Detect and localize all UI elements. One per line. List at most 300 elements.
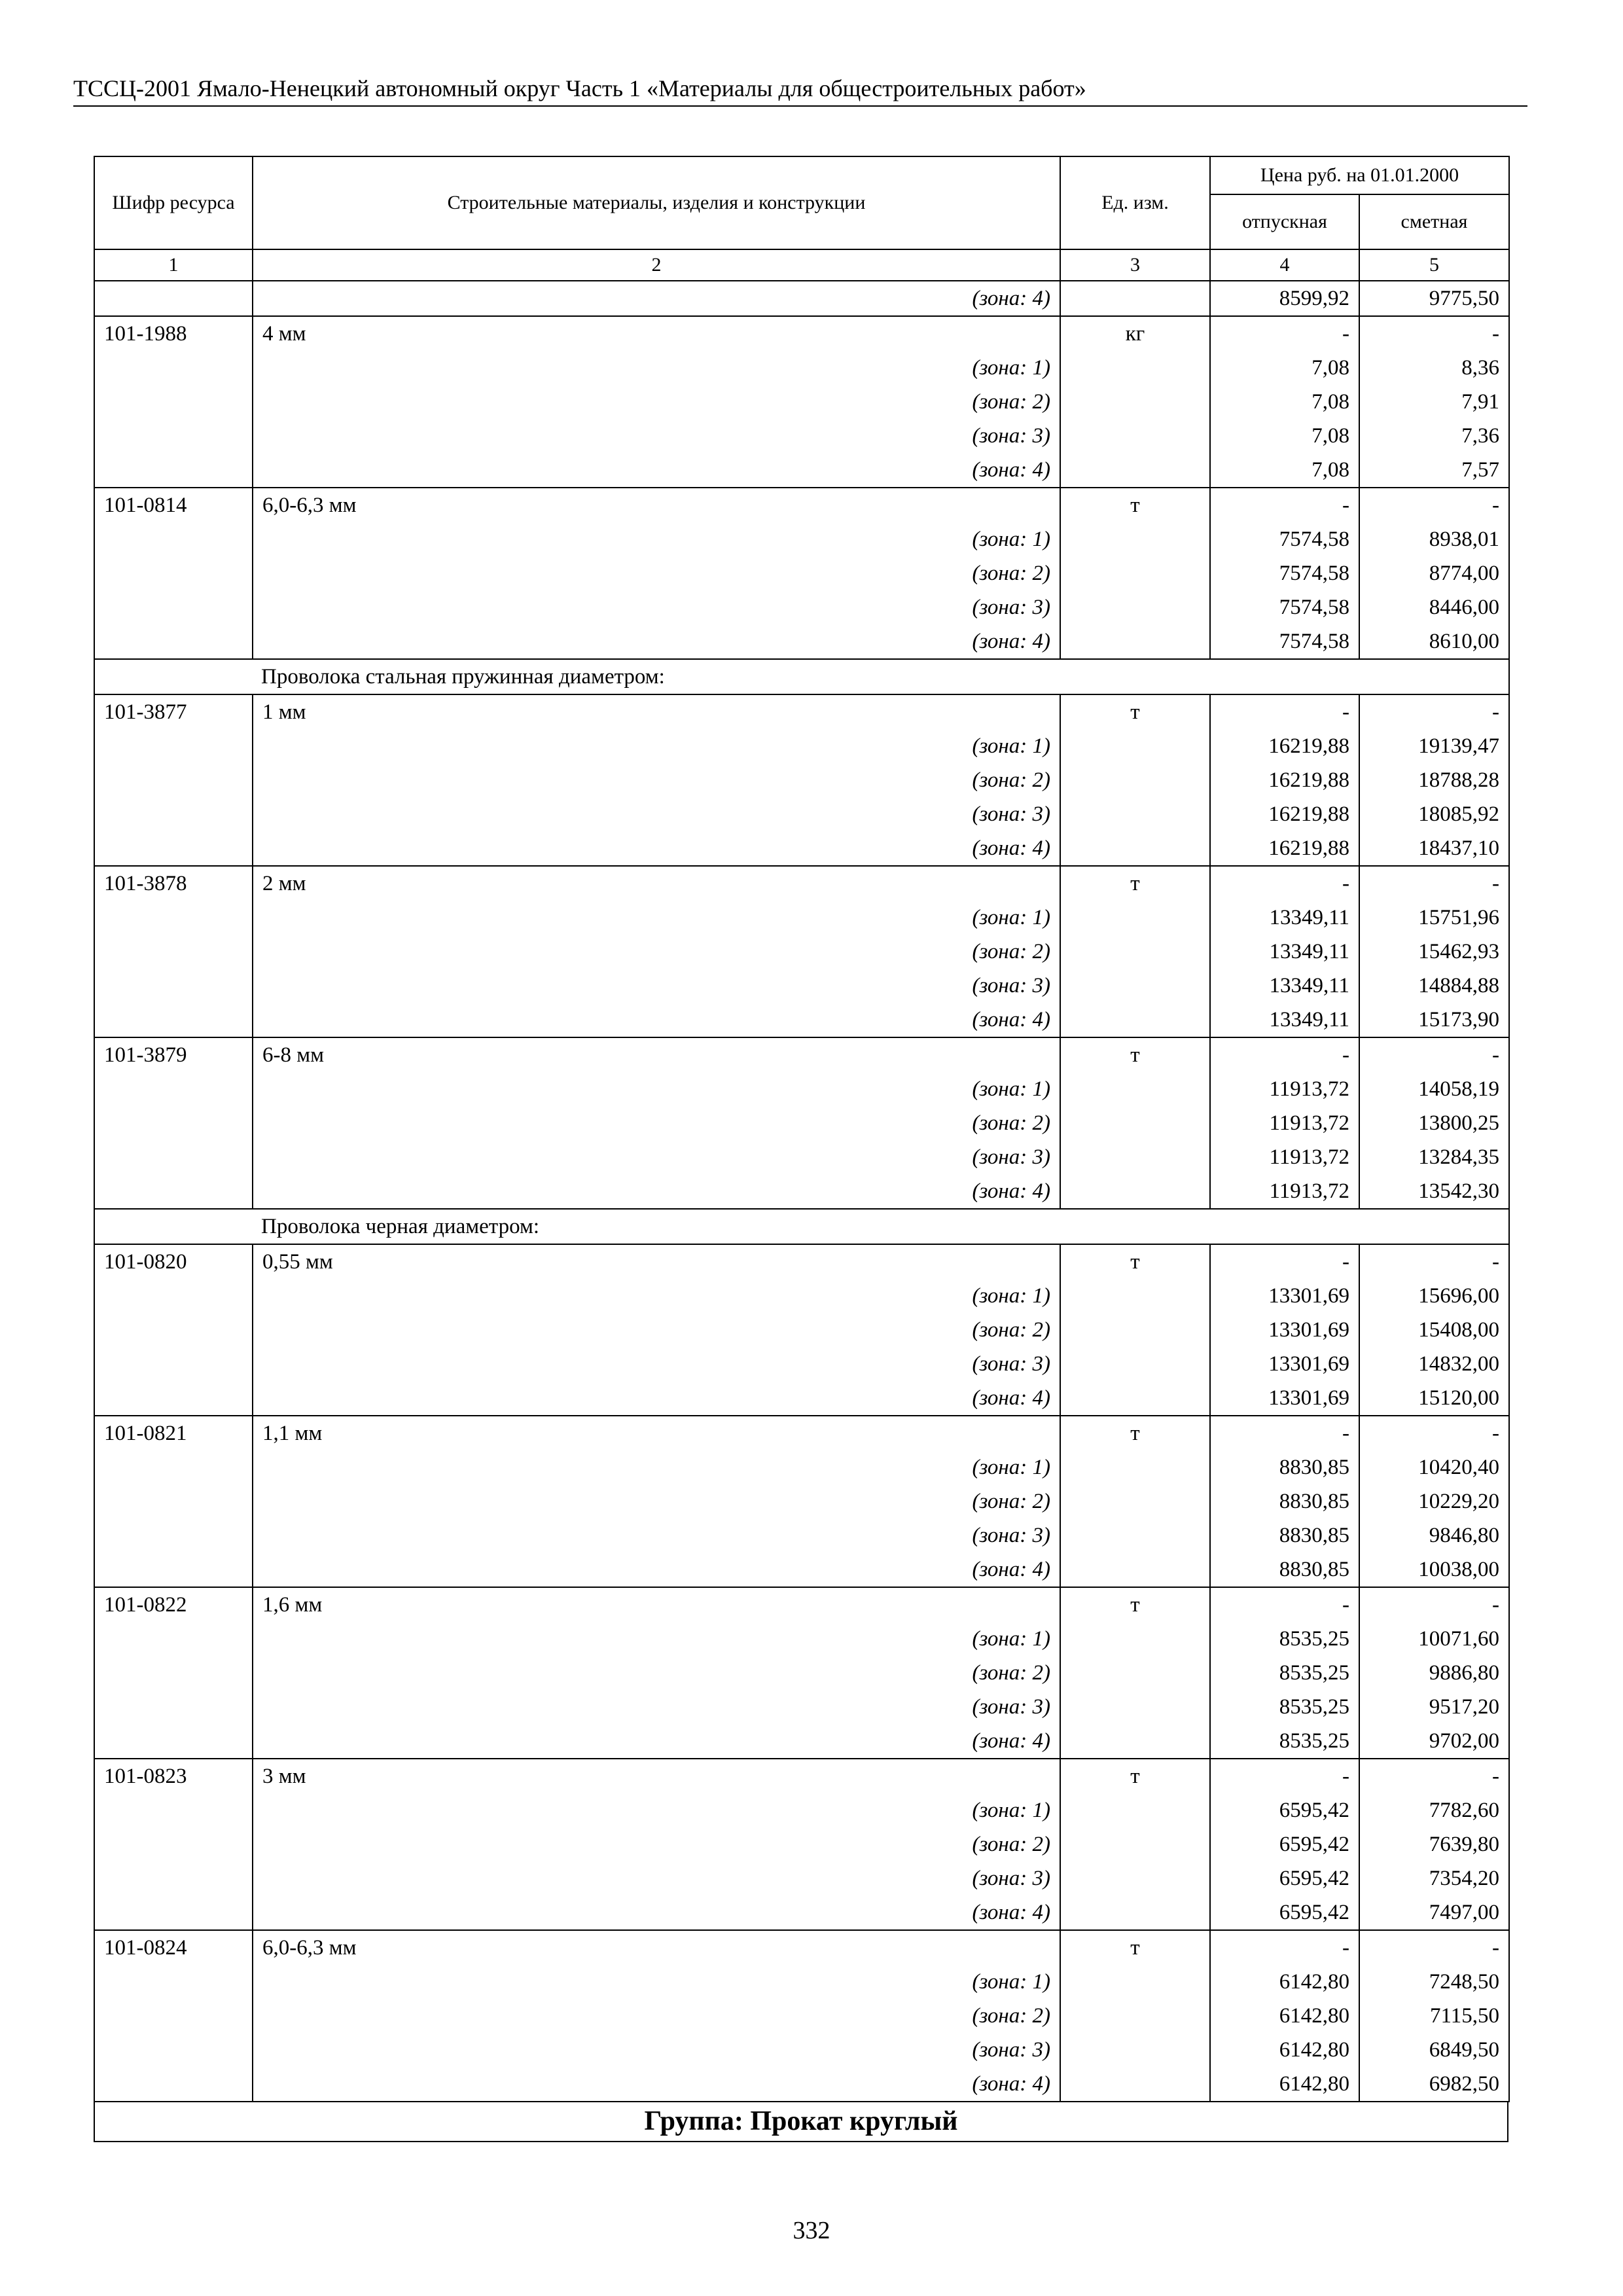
cell-estimate: 10420,40 — [1359, 1450, 1509, 1484]
cell-zone: (зона: 4) — [253, 831, 1060, 866]
zone-row — [94, 419, 1509, 453]
head-release: отпускная — [1210, 194, 1359, 249]
cell-code — [94, 1174, 253, 1209]
cell-unit — [1060, 969, 1210, 1003]
cell-unit — [1060, 522, 1210, 556]
resource-row — [94, 1759, 1509, 1793]
cell-code — [94, 935, 253, 969]
zone-row — [94, 1690, 1509, 1724]
cell-estimate: 15751,96 — [1359, 901, 1509, 935]
zone-row — [94, 624, 1509, 659]
section-row — [94, 1209, 1509, 1244]
cell-release: 13349,11 — [1210, 969, 1359, 1003]
cell-estimate: 8610,00 — [1359, 624, 1509, 659]
cell-estimate: 18437,10 — [1359, 831, 1509, 866]
resource-block — [94, 1587, 1509, 1759]
cell-estimate: 7115,50 — [1359, 1999, 1509, 2033]
cell-release: 7574,58 — [1210, 556, 1359, 590]
cell-estimate: - — [1359, 1759, 1509, 1793]
cell-estimate: 9846,80 — [1359, 1518, 1509, 1552]
cell-release: 11913,72 — [1210, 1072, 1359, 1106]
cell-zone: (зона: 1) — [253, 901, 1060, 935]
cell-release: 8599,92 — [1210, 281, 1359, 316]
cell-code: 101-3879 — [94, 1037, 253, 1072]
cell-unit — [1060, 1861, 1210, 1895]
cell-unit — [1060, 453, 1210, 488]
cell-unit — [1060, 1003, 1210, 1037]
cell-release: - — [1210, 1244, 1359, 1279]
cell-release: 13301,69 — [1210, 1347, 1359, 1381]
cell-code — [94, 1003, 253, 1037]
cell-unit: т — [1060, 1759, 1210, 1793]
zone-row — [94, 935, 1509, 969]
cell-estimate: 9702,00 — [1359, 1724, 1509, 1759]
cell-zone: (зона: 2) — [253, 1106, 1060, 1140]
cell-estimate: - — [1359, 316, 1509, 351]
resource-block — [94, 1759, 1509, 1930]
cell-code — [94, 351, 253, 385]
cell-release: 8830,85 — [1210, 1484, 1359, 1518]
section-block — [94, 1209, 1509, 1244]
cell-estimate: 18788,28 — [1359, 763, 1509, 797]
zone-row — [94, 1106, 1509, 1140]
cell-release: 13301,69 — [1210, 1381, 1359, 1416]
cell-estimate: 13800,25 — [1359, 1106, 1509, 1140]
cell-code — [94, 831, 253, 866]
cell-release: 16219,88 — [1210, 831, 1359, 866]
cell-unit — [1060, 1174, 1210, 1209]
cell-unit — [1060, 1347, 1210, 1381]
cell-code — [94, 419, 253, 453]
cell-unit — [1060, 797, 1210, 831]
cell-name: 0,55 мм — [253, 1244, 1060, 1279]
cell-release: 13301,69 — [1210, 1313, 1359, 1347]
cell-zone: (зона: 4) — [253, 1724, 1060, 1759]
cell-code — [94, 1965, 253, 1999]
cell-code — [94, 1279, 253, 1313]
cell-estimate: - — [1359, 1587, 1509, 1622]
zone-row — [94, 2033, 1509, 2067]
cell-unit — [1060, 1690, 1210, 1724]
resource-row — [94, 1244, 1509, 1279]
zone-row — [94, 763, 1509, 797]
cell-code — [94, 1552, 253, 1587]
zone-row — [94, 590, 1509, 624]
cell-code — [94, 385, 253, 419]
cell-unit — [1060, 1552, 1210, 1587]
cell-estimate: 14832,00 — [1359, 1347, 1509, 1381]
zone-row — [94, 1484, 1509, 1518]
cell-code — [94, 729, 253, 763]
cell-unit — [1060, 1140, 1210, 1174]
cell-release: - — [1210, 1930, 1359, 1965]
resource-block — [94, 694, 1509, 866]
cell-code — [94, 1999, 253, 2033]
zone-row — [94, 522, 1509, 556]
cell-name: 6,0-6,3 мм — [253, 488, 1060, 522]
cell-zone: (зона: 3) — [253, 1861, 1060, 1895]
cell-code: 101-3878 — [94, 866, 253, 901]
table-head — [94, 156, 1509, 281]
cell-unit — [1060, 419, 1210, 453]
cell-release: 6142,80 — [1210, 2033, 1359, 2067]
resource-row — [94, 1587, 1509, 1622]
cell-zone: (зона: 3) — [253, 1347, 1060, 1381]
zone-row — [94, 1347, 1509, 1381]
cell-estimate: 7,91 — [1359, 385, 1509, 419]
cell-code — [94, 281, 253, 316]
cell-release: 7574,58 — [1210, 590, 1359, 624]
group-footer: Группа: Прокат круглый — [94, 2102, 1508, 2142]
cell-release: - — [1210, 1416, 1359, 1450]
zone-row — [94, 1381, 1509, 1416]
head-unit: Ед. изм. — [1060, 156, 1210, 249]
cell-estimate: 8,36 — [1359, 351, 1509, 385]
cell-code — [94, 901, 253, 935]
cell-estimate: 9775,50 — [1359, 281, 1509, 316]
cell-release: 11913,72 — [1210, 1106, 1359, 1140]
cell-zone: (зона: 4) — [253, 1003, 1060, 1037]
cell-zone: (зона: 3) — [253, 969, 1060, 1003]
cell-unit — [1060, 763, 1210, 797]
cell-code — [94, 1313, 253, 1347]
cell-code: 101-3877 — [94, 694, 253, 729]
cell-name: 1 мм — [253, 694, 1060, 729]
cell-unit — [1060, 1279, 1210, 1313]
resource-row — [94, 866, 1509, 901]
cell-release: 8535,25 — [1210, 1622, 1359, 1656]
cell-estimate: - — [1359, 488, 1509, 522]
zone-row — [94, 1965, 1509, 1999]
cell-code — [94, 556, 253, 590]
cell-release: - — [1210, 488, 1359, 522]
cell-zone: (зона: 4) — [253, 2067, 1060, 2102]
cell-code — [94, 969, 253, 1003]
cell-release: 13349,11 — [1210, 901, 1359, 935]
cell-estimate: 7248,50 — [1359, 1965, 1509, 1999]
cell-zone: (зона: 4) — [253, 1552, 1060, 1587]
cell-release: 7574,58 — [1210, 624, 1359, 659]
zone-row — [94, 2067, 1509, 2102]
cell-unit — [1060, 1724, 1210, 1759]
cell-release: 16219,88 — [1210, 797, 1359, 831]
cell-estimate: 14058,19 — [1359, 1072, 1509, 1106]
colnum-4: 4 — [1210, 249, 1359, 281]
cell-zone: (зона: 3) — [253, 1690, 1060, 1724]
zone-row — [94, 901, 1509, 935]
cell-zone: (зона: 2) — [253, 1827, 1060, 1861]
cell-release: 13301,69 — [1210, 1279, 1359, 1313]
resource-row — [94, 1037, 1509, 1072]
zone-row — [94, 831, 1509, 866]
carry-block — [94, 281, 1509, 316]
cell-name: 2 мм — [253, 866, 1060, 901]
zone-row — [94, 1895, 1509, 1930]
cell-code: 101-0824 — [94, 1930, 253, 1965]
cell-estimate: 13542,30 — [1359, 1174, 1509, 1209]
resource-block — [94, 1244, 1509, 1416]
cell-zone: (зона: 2) — [253, 1484, 1060, 1518]
colnum-3: 3 — [1060, 249, 1210, 281]
cell-unit: т — [1060, 1587, 1210, 1622]
cell-release: - — [1210, 1759, 1359, 1793]
price-table — [94, 156, 1510, 2102]
cell-estimate: 14884,88 — [1359, 969, 1509, 1003]
cell-unit: т — [1060, 1037, 1210, 1072]
cell-zone: (зона: 2) — [253, 1656, 1060, 1690]
zone-row — [94, 1313, 1509, 1347]
cell-unit — [1060, 935, 1210, 969]
cell-unit — [1060, 590, 1210, 624]
cell-estimate: - — [1359, 1930, 1509, 1965]
cell-name: 1,1 мм — [253, 1416, 1060, 1450]
running-header: ТССЦ-2001 Ямало-Ненецкий автономный округ Часть 1 «Материалы для общестроительных работ» — [73, 74, 1527, 107]
cell-zone: (зона: 3) — [253, 1518, 1060, 1552]
cell-estimate: 15462,93 — [1359, 935, 1509, 969]
cell-code — [94, 1724, 253, 1759]
cell-zone: (зона: 1) — [253, 1072, 1060, 1106]
cell-estimate: 15408,00 — [1359, 1313, 1509, 1347]
cell-code — [94, 1656, 253, 1690]
resource-row — [94, 694, 1509, 729]
zone-row — [94, 1622, 1509, 1656]
cell-code: 101-0820 — [94, 1244, 253, 1279]
cell-code — [94, 624, 253, 659]
cell-release: 6142,80 — [1210, 1965, 1359, 1999]
cell-unit — [1060, 281, 1210, 316]
cell-unit — [1060, 556, 1210, 590]
cell-estimate: - — [1359, 1037, 1509, 1072]
colnum-5: 5 — [1359, 249, 1509, 281]
cell-estimate: 10071,60 — [1359, 1622, 1509, 1656]
cell-release: 11913,72 — [1210, 1174, 1359, 1209]
page-number: 332 — [793, 2217, 830, 2244]
resource-row — [94, 1416, 1509, 1450]
cell-zone: (зона: 2) — [253, 385, 1060, 419]
cell-unit: кг — [1060, 316, 1210, 351]
cell-unit — [1060, 2033, 1210, 2067]
cell-code — [94, 522, 253, 556]
cell-release: 8535,25 — [1210, 1690, 1359, 1724]
cell-release: 8535,25 — [1210, 1656, 1359, 1690]
cell-estimate: 9517,20 — [1359, 1690, 1509, 1724]
cell-release: - — [1210, 866, 1359, 901]
cell-estimate: 7354,20 — [1359, 1861, 1509, 1895]
cell-release: 13349,11 — [1210, 935, 1359, 969]
resource-row — [94, 1930, 1509, 1965]
colnum-1: 1 — [94, 249, 253, 281]
cell-zone: (зона: 3) — [253, 2033, 1060, 2067]
zone-row — [94, 969, 1509, 1003]
cell-zone: (зона: 2) — [253, 556, 1060, 590]
cell-estimate: 18085,92 — [1359, 797, 1509, 831]
head-price: Цена руб. на 01.01.2000 — [1210, 156, 1509, 194]
cell-unit — [1060, 1622, 1210, 1656]
zone-row — [94, 1656, 1509, 1690]
cell-code: 101-1988 — [94, 316, 253, 351]
cell-name: 6-8 мм — [253, 1037, 1060, 1072]
cell-release: 13349,11 — [1210, 1003, 1359, 1037]
cell-unit — [1060, 1381, 1210, 1416]
cell-release: 7,08 — [1210, 419, 1359, 453]
cell-release: 8830,85 — [1210, 1518, 1359, 1552]
resource-block — [94, 488, 1509, 659]
cell-release: - — [1210, 316, 1359, 351]
cell-zone: (зона: 3) — [253, 1140, 1060, 1174]
cell-estimate: - — [1359, 866, 1509, 901]
cell-release: 7,08 — [1210, 351, 1359, 385]
cell-unit — [1060, 1518, 1210, 1552]
cell-release: 7,08 — [1210, 385, 1359, 419]
cell-code: 101-0814 — [94, 488, 253, 522]
zone-row — [94, 1450, 1509, 1484]
cell-zone: (зона: 3) — [253, 419, 1060, 453]
cell-zone: (зона: 1) — [253, 1965, 1060, 1999]
zone-row — [94, 797, 1509, 831]
cell-release: - — [1210, 1037, 1359, 1072]
cell-code — [94, 1347, 253, 1381]
cell-code: 101-0821 — [94, 1416, 253, 1450]
cell-zone: (зона: 1) — [253, 1450, 1060, 1484]
cell-unit: т — [1060, 1244, 1210, 1279]
resource-row — [94, 488, 1509, 522]
cell-estimate: 8446,00 — [1359, 590, 1509, 624]
zone-row — [94, 453, 1509, 488]
cell-estimate: 10229,20 — [1359, 1484, 1509, 1518]
cell-code — [94, 2067, 253, 2102]
zone-row — [94, 351, 1509, 385]
cell-zone: (зона: 4) — [253, 453, 1060, 488]
section-title: Проволока стальная пружинная диаметром: — [94, 659, 1509, 694]
zone-row — [94, 385, 1509, 419]
cell-code — [94, 1381, 253, 1416]
cell-zone: (зона: 4) — [253, 281, 1060, 316]
cell-release: 6595,42 — [1210, 1793, 1359, 1827]
cell-code — [94, 1484, 253, 1518]
zone-row — [94, 1279, 1509, 1313]
cell-estimate: 7,57 — [1359, 453, 1509, 488]
cell-release: 11913,72 — [1210, 1140, 1359, 1174]
cell-unit — [1060, 385, 1210, 419]
cell-estimate: 6849,50 — [1359, 2033, 1509, 2067]
cell-unit — [1060, 1895, 1210, 1930]
cell-zone: (зона: 3) — [253, 797, 1060, 831]
zone-row — [94, 1174, 1509, 1209]
cell-zone: (зона: 2) — [253, 1313, 1060, 1347]
cell-unit — [1060, 1793, 1210, 1827]
cell-estimate: 15120,00 — [1359, 1381, 1509, 1416]
cell-zone: (зона: 1) — [253, 1279, 1060, 1313]
cell-unit — [1060, 1965, 1210, 1999]
cell-code — [94, 1827, 253, 1861]
zone-row — [94, 1003, 1509, 1037]
cell-zone: (зона: 1) — [253, 729, 1060, 763]
cell-code — [94, 797, 253, 831]
cell-unit: т — [1060, 1416, 1210, 1450]
zone-row — [94, 729, 1509, 763]
cell-zone: (зона: 4) — [253, 1381, 1060, 1416]
section-block — [94, 659, 1509, 694]
cell-estimate: 15173,90 — [1359, 1003, 1509, 1037]
cell-code: 101-0823 — [94, 1759, 253, 1793]
cell-estimate: 7639,80 — [1359, 1827, 1509, 1861]
cell-unit: т — [1060, 866, 1210, 901]
zone-row — [94, 1793, 1509, 1827]
resource-block — [94, 866, 1509, 1037]
cell-release: 16219,88 — [1210, 763, 1359, 797]
cell-code: 101-0822 — [94, 1587, 253, 1622]
cell-unit — [1060, 1484, 1210, 1518]
cell-code — [94, 1895, 253, 1930]
cell-name: 4 мм — [253, 316, 1060, 351]
cell-code — [94, 763, 253, 797]
cell-zone: (зона: 4) — [253, 1174, 1060, 1209]
zone-row — [94, 1724, 1509, 1759]
cell-code — [94, 1690, 253, 1724]
cell-release: - — [1210, 1587, 1359, 1622]
head-code: Шифр ресурса — [94, 156, 253, 249]
zone-row — [94, 1140, 1509, 1174]
cell-unit — [1060, 1827, 1210, 1861]
resource-block — [94, 1416, 1509, 1587]
cell-release: 16219,88 — [1210, 729, 1359, 763]
cell-code — [94, 590, 253, 624]
cell-release: - — [1210, 694, 1359, 729]
cell-release: 7,08 — [1210, 453, 1359, 488]
cell-code — [94, 1622, 253, 1656]
cell-release: 7574,58 — [1210, 522, 1359, 556]
cell-estimate: 8774,00 — [1359, 556, 1509, 590]
cell-release: 6595,42 — [1210, 1827, 1359, 1861]
cell-unit — [1060, 624, 1210, 659]
cell-estimate: 9886,80 — [1359, 1656, 1509, 1690]
cell-zone: (зона: 4) — [253, 624, 1060, 659]
cell-code — [94, 1861, 253, 1895]
cell-release: 6595,42 — [1210, 1861, 1359, 1895]
zone-row — [94, 556, 1509, 590]
cell-code — [94, 1518, 253, 1552]
cell-zone: (зона: 3) — [253, 590, 1060, 624]
cell-estimate: 8938,01 — [1359, 522, 1509, 556]
cell-unit — [1060, 1656, 1210, 1690]
cell-estimate: 6982,50 — [1359, 2067, 1509, 2102]
zone-row — [94, 1518, 1509, 1552]
cell-zone: (зона: 4) — [253, 1895, 1060, 1930]
cell-estimate: - — [1359, 694, 1509, 729]
resource-block — [94, 316, 1509, 488]
zone-row — [94, 1552, 1509, 1587]
cell-estimate: - — [1359, 1244, 1509, 1279]
cell-code — [94, 1793, 253, 1827]
zone-row — [94, 1072, 1509, 1106]
cell-unit — [1060, 831, 1210, 866]
colnum-2: 2 — [253, 249, 1060, 281]
cell-code — [94, 2033, 253, 2067]
cell-estimate: 7,36 — [1359, 419, 1509, 453]
cell-unit — [1060, 1106, 1210, 1140]
cell-code — [94, 1106, 253, 1140]
cell-release: 6142,80 — [1210, 1999, 1359, 2033]
cell-unit — [1060, 1999, 1210, 2033]
cell-estimate: 15696,00 — [1359, 1279, 1509, 1313]
cell-unit — [1060, 729, 1210, 763]
zone-row — [94, 1861, 1509, 1895]
cell-estimate: 7497,00 — [1359, 1895, 1509, 1930]
resource-block — [94, 1037, 1509, 1209]
cell-estimate: 10038,00 — [1359, 1552, 1509, 1587]
cell-code — [94, 453, 253, 488]
cell-unit: т — [1060, 694, 1210, 729]
